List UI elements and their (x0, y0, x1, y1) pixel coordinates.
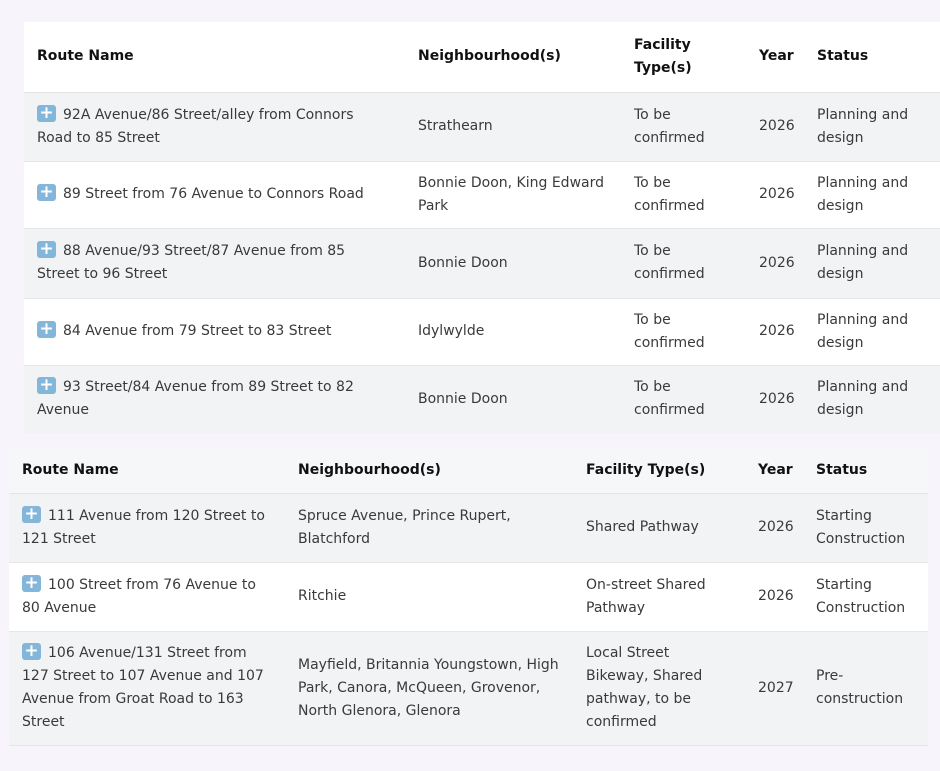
status-cell: Pre-construction (803, 631, 928, 745)
facility-cell: To be confirmed (621, 298, 746, 365)
routes-table-planning (24, 22, 940, 433)
facility-cell: To be confirmed (621, 161, 746, 228)
neighbourhood-cell: Spruce Avenue, Prince Rupert, Blatchford (285, 493, 573, 562)
facility-cell: To be confirmed (621, 92, 746, 161)
route-name: 88 Avenue/93 Street/87 Avenue from 85 Street to 96 Street (37, 243, 346, 282)
expand-plus-icon[interactable]: + (37, 377, 56, 394)
expand-plus-icon[interactable]: + (37, 105, 56, 122)
expand-plus-icon[interactable]: + (37, 241, 56, 258)
table-row (24, 228, 940, 298)
expand-plus-icon[interactable]: + (22, 575, 41, 592)
route-cell (24, 365, 405, 433)
route-name: 89 Street from 76 Avenue to Connors Road (63, 186, 364, 202)
route-name: 93 Street/84 Avenue from 89 Street to 82 Avenue (37, 379, 354, 419)
route-cell (24, 228, 405, 298)
status-cell: Planning and design (804, 161, 940, 228)
status-cell: Planning and design (804, 92, 940, 161)
year-cell: 2026 (745, 562, 803, 631)
table-header-row (9, 448, 928, 493)
header-route-name: Route Name (9, 448, 285, 493)
header-year: Year (746, 22, 804, 92)
table-row (24, 92, 940, 161)
year-cell: 2026 (746, 298, 804, 365)
header-neighbourhoods: Neighbourhood(s) (405, 22, 621, 92)
year-cell: 2026 (746, 365, 804, 433)
expand-plus-icon[interactable]: + (37, 184, 56, 201)
neighbourhood-cell: Bonnie Doon (405, 365, 621, 433)
table-row (9, 562, 928, 631)
route-cell (9, 631, 285, 745)
year-cell: 2026 (746, 228, 804, 298)
expand-plus-icon[interactable]: + (22, 643, 41, 660)
facility-cell: Local Street Bikeway, Shared pathway, to be confirmed (573, 631, 745, 745)
route-cell (9, 493, 285, 562)
header-status: Status (803, 448, 928, 493)
year-cell: 2026 (746, 92, 804, 161)
header-facility-types: Facility Type(s) (573, 448, 745, 493)
table-row (24, 365, 940, 433)
facility-cell: Shared Pathway (573, 493, 745, 562)
neighbourhood-cell: Bonnie Doon, King Edward Park (405, 161, 621, 228)
facility-cell: On-street Shared Pathway (573, 562, 745, 631)
status-cell: Starting Construction (803, 562, 928, 631)
status-cell: Planning and design (804, 228, 940, 298)
header-neighbourhoods: Neighbourhood(s) (285, 448, 573, 493)
year-cell: 2026 (745, 493, 803, 562)
routes-table-construction (9, 448, 928, 746)
facility-cell: To be confirmed (621, 228, 746, 298)
neighbourhood-cell: Idylwylde (405, 298, 621, 365)
route-cell (24, 92, 405, 161)
route-name: 106 Avenue/131 Street from 127 Street to 107 Avenue and 107 Avenue from Groat Road to 163 Street (22, 645, 264, 730)
neighbourhood-cell: Ritchie (285, 562, 573, 631)
neighbourhood-cell: Strathearn (405, 92, 621, 161)
header-status: Status (804, 22, 940, 92)
year-cell: 2026 (746, 161, 804, 228)
neighbourhood-cell: Bonnie Doon (405, 228, 621, 298)
table-row (24, 161, 940, 228)
status-cell: Planning and design (804, 365, 940, 433)
route-name: 111 Avenue from 120 Street to 121 Street (22, 507, 265, 547)
expand-plus-icon[interactable]: + (22, 506, 41, 523)
table-row (9, 493, 928, 562)
neighbourhood-cell: Mayfield, Britannia Youngstown, High Park, Canora, McQueen, Grovenor, North Glenora, Glenora (285, 631, 573, 745)
route-name: 92A Avenue/86 Street/alley from Connors Road to 85 Street (37, 106, 354, 146)
header-route-name: Route Name (24, 22, 405, 92)
expand-plus-icon[interactable]: + (37, 321, 56, 338)
route-name: 84 Avenue from 79 Street to 83 Street (63, 323, 332, 339)
status-cell: Starting Construction (803, 493, 928, 562)
year-cell: 2027 (745, 631, 803, 745)
header-facility-types: Facility Type(s) (621, 22, 746, 92)
table-row (9, 631, 928, 745)
header-year: Year (745, 448, 803, 493)
route-cell (24, 298, 405, 365)
route-name: 100 Street from 76 Avenue to 80 Avenue (22, 576, 256, 616)
route-cell (9, 562, 285, 631)
table-header-row (24, 22, 940, 92)
facility-cell: To be confirmed (621, 365, 746, 433)
status-cell: Planning and design (804, 298, 940, 365)
table-row (24, 298, 940, 365)
route-cell (24, 161, 405, 228)
